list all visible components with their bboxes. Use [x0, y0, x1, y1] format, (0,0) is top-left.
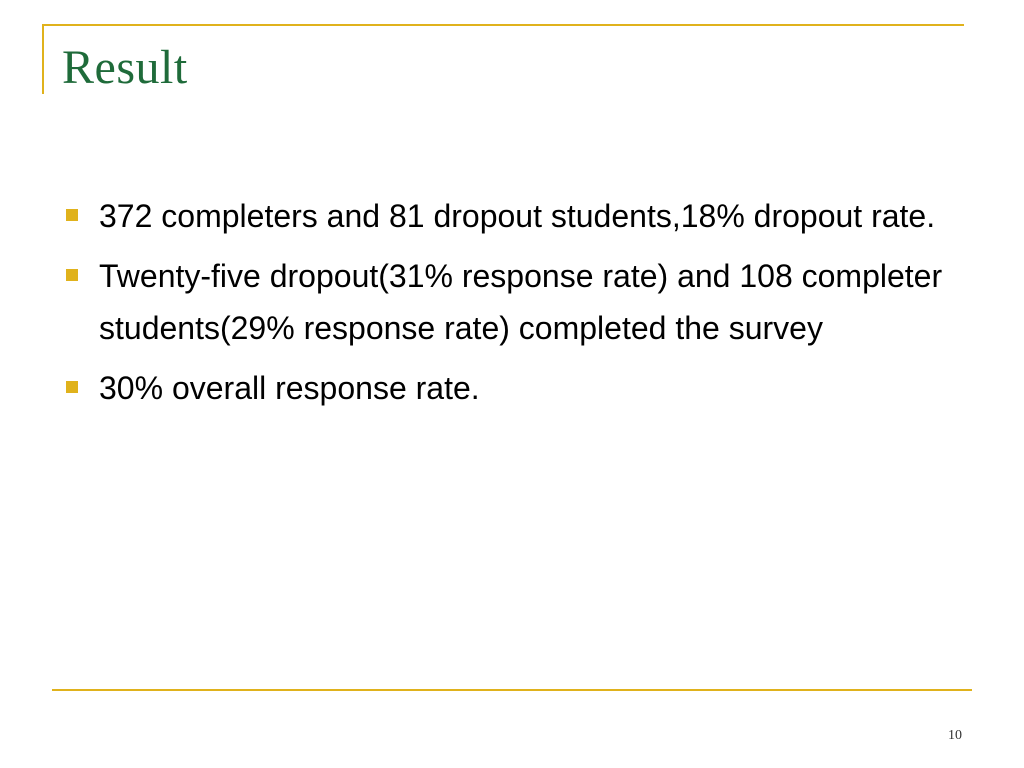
bullet-list [64, 190, 974, 422]
bullet-text: 372 completers and 81 dropout students,18% dropout rate. [99, 198, 936, 234]
bullet-text: Twenty-five dropout(31% response rate) and 108 completer students(29% response rate) completed the survey [99, 258, 943, 346]
page-number: 10 [948, 728, 962, 743]
footer-rule [52, 689, 972, 691]
square-bullet-icon [66, 209, 78, 221]
square-bullet-icon [66, 381, 78, 393]
frame-top-line [42, 24, 964, 26]
slide-title: Result [62, 41, 188, 94]
square-bullet-icon [66, 269, 78, 281]
bullet-item [64, 190, 974, 242]
frame-left-line [42, 24, 44, 94]
bullet-item [64, 250, 974, 354]
bullet-item [64, 362, 974, 414]
bullet-text: 30% overall response rate. [99, 370, 480, 406]
